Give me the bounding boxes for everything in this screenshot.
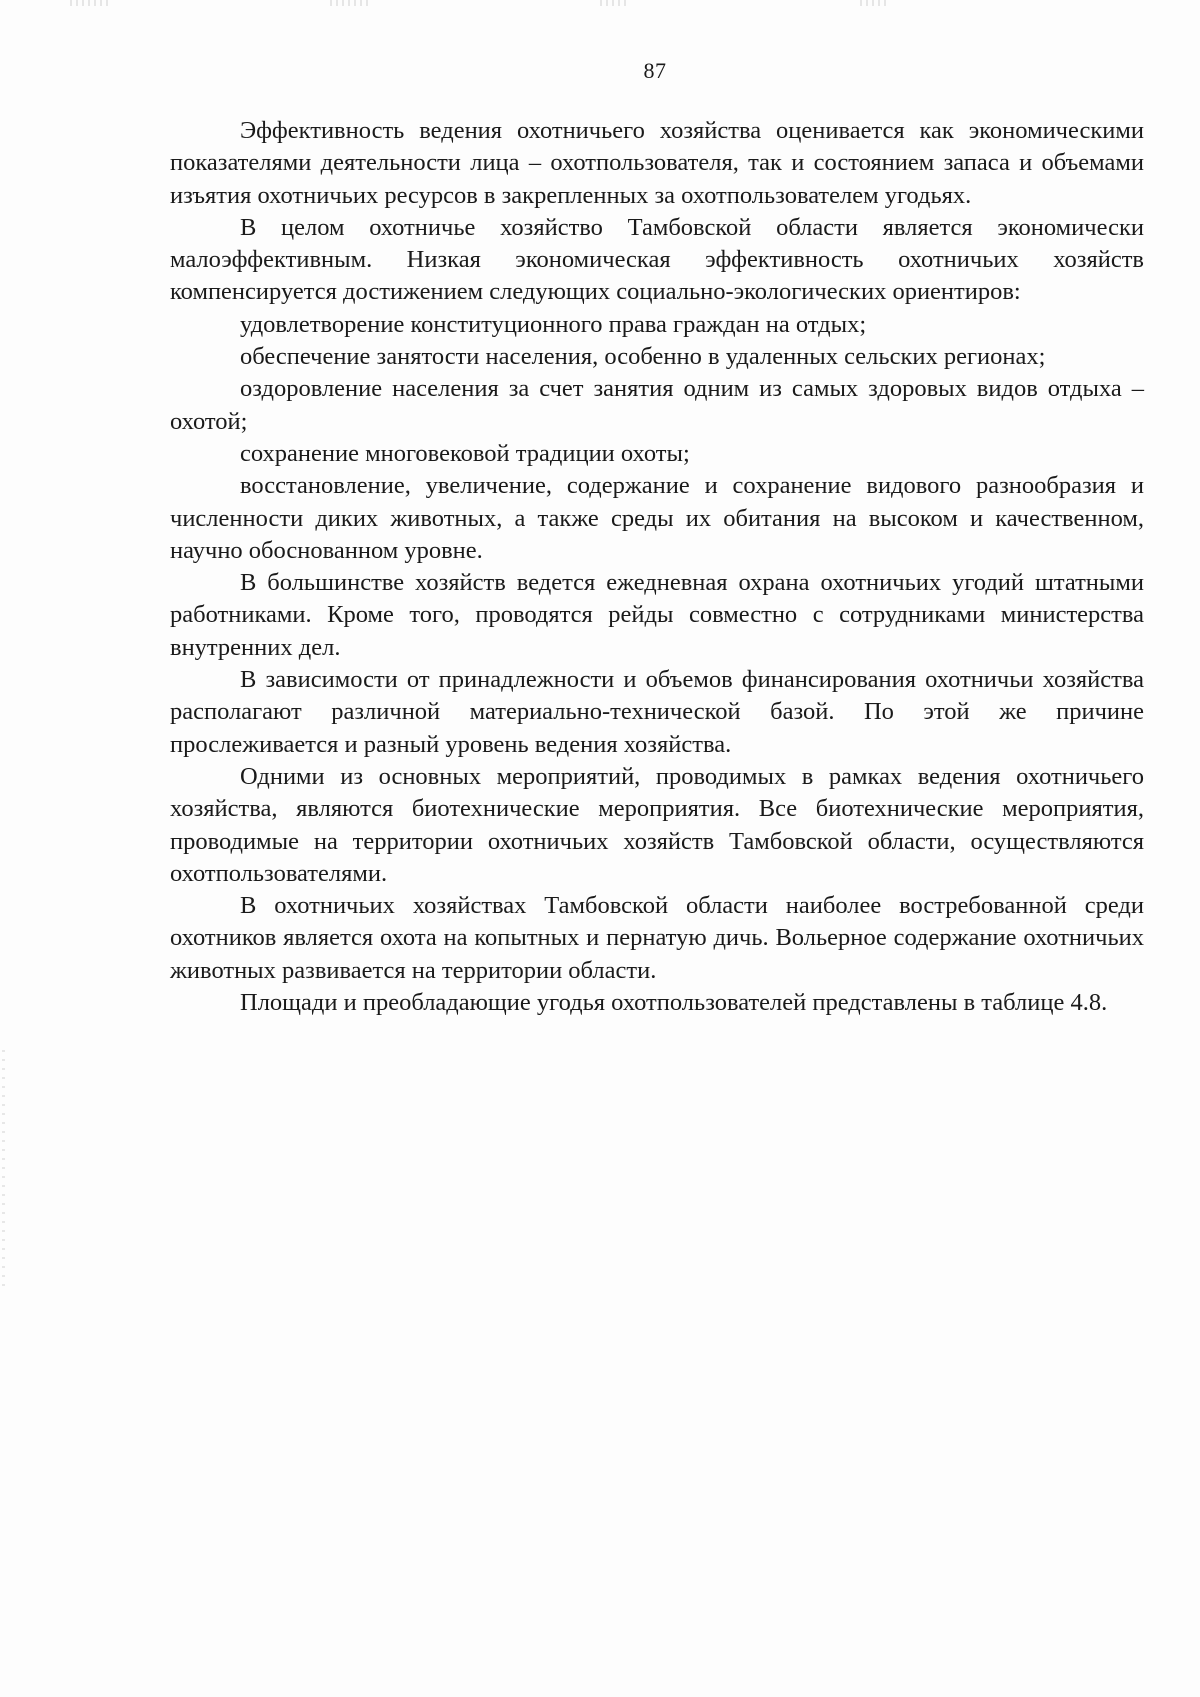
paragraph: Площади и преобладающие угодья охотпользователей представлены в таблице 4.8. — [240, 989, 1108, 1017]
paragraph: Одними из основных мероприятий, проводимых в рамках ведения охотничьего хозяйства, являются биотехнические мероприятия. Все биотехнические мероприятия, проводимые на территории охотничьих хозяйств Тамбовской области, осуществляются охотпользователями. — [170, 762, 1144, 887]
document-body — [170, 115, 1144, 1019]
paragraph: В целом охотничье хозяйство Тамбовской области является экономически малоэффективным. Низкая экономическая эффективность охотничьих хозяйств компенсируется достижением следующих социально-экологических ориентиров: — [170, 213, 1144, 306]
paragraph: В зависимости от принадлежности и объемов финансирования охотничьи хозяйства располагают различной материально-технической базой. По этой же причине прослеживается и разный уровень ведения хозяйства. — [170, 666, 1144, 758]
list-item: сохранение многовековой традиции охоты; — [240, 439, 690, 467]
list-item: оздоровление населения за счет занятия одним из самых здоровых видов отдыха – охотой; — [170, 375, 1144, 435]
scan-artifact — [600, 0, 630, 6]
paragraph: В большинстве хозяйств ведется ежедневная охрана охотничьих угодий штатными работниками. Кроме того, проводятся рейды совместно с сотрудниками министерства внутренних дел. — [170, 569, 1144, 661]
scan-artifact — [330, 0, 370, 6]
paragraph: Эффективность ведения охотничьего хозяйства оценивается как экономическими показателями деятельности лица – охотпользователя, так и состоянием запаса и объемами изъятия охотничьих ресурсов в закрепленных за охотпользователем угодьях. — [170, 117, 1144, 209]
page-number: 87 — [643, 58, 667, 83]
scan-edge-artifact — [2, 1050, 5, 1290]
list-item: обеспечение занятости населения, особенно в удаленных сельских регионах; — [240, 343, 1046, 371]
list-item: восстановление, увеличение, содержание и сохранение видового разнообразия и численности диких животных, а также среды их обитания на высоком и качественном, научно обоснованном уровне. — [170, 472, 1144, 564]
scan-artifact — [70, 0, 110, 6]
list-item: удовлетворение конституционного права граждан на отдых; — [240, 310, 867, 338]
scan-artifact — [860, 0, 890, 6]
paragraph: В охотничьих хозяйствах Тамбовской области наиболее востребованной среди охотников является охота на копытных и пернатую дичь. Вольерное содержание охотничьих животных развивается на территории области. — [170, 892, 1144, 984]
